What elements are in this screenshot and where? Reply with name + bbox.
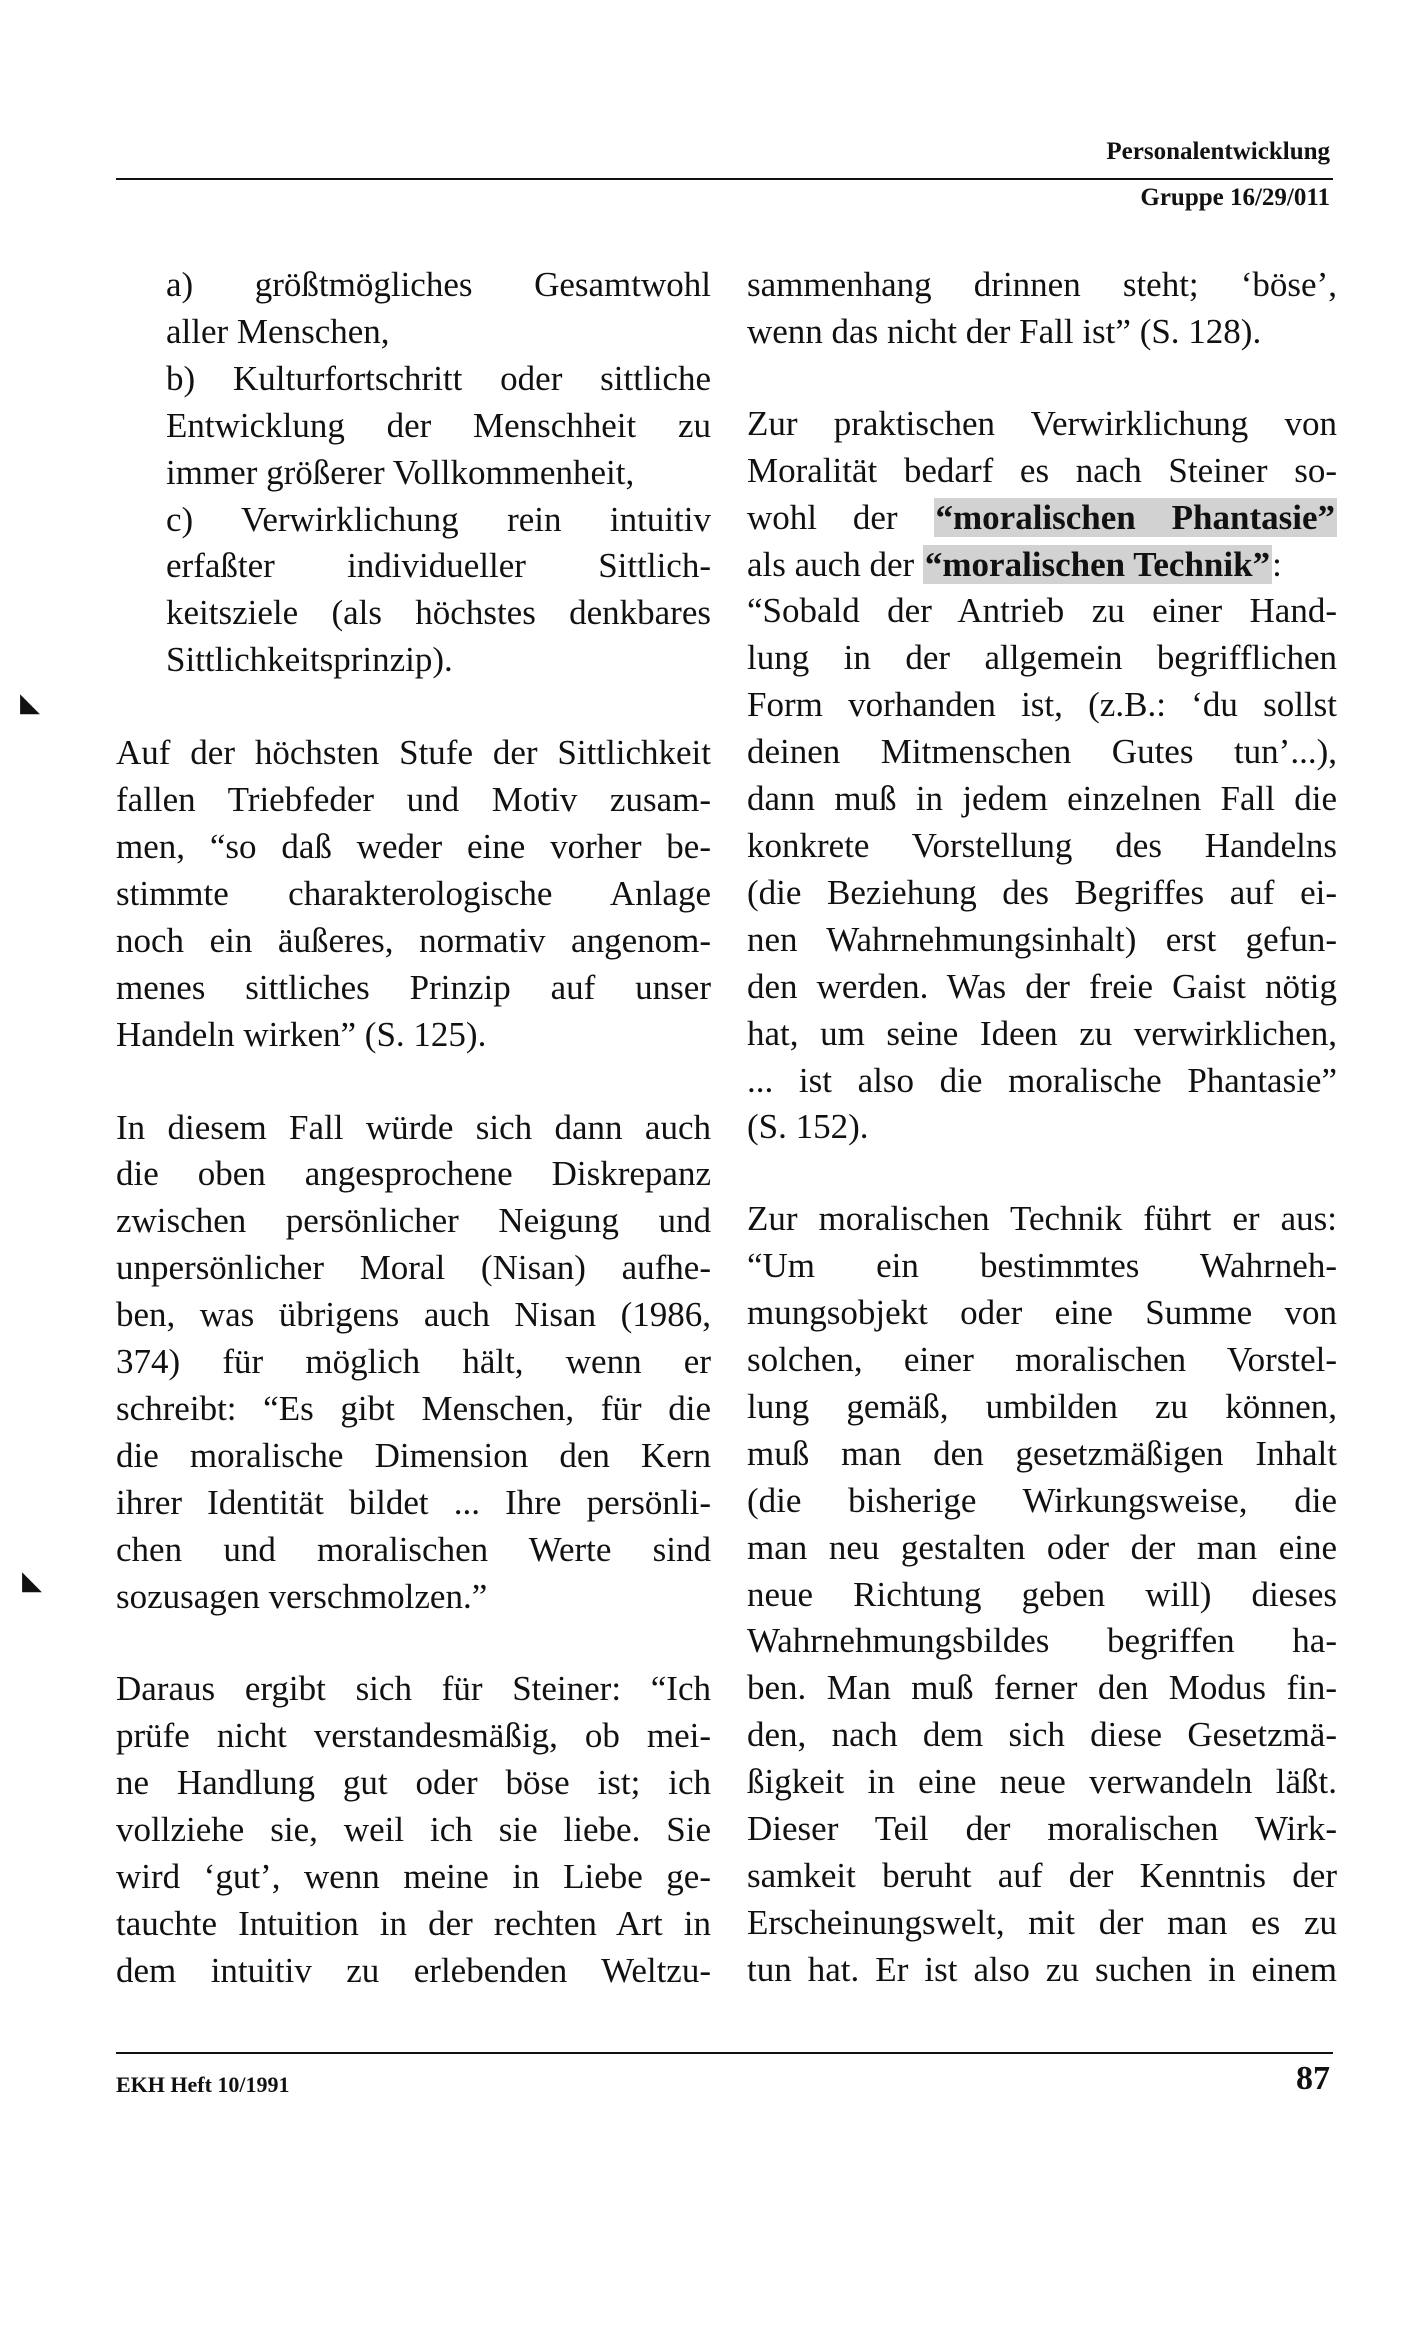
text-line: Form vorhanden ist, (z.B.: ‘du sollst xyxy=(747,685,1337,725)
text-line: men, “so daß weder eine vorher be- xyxy=(116,826,711,866)
text-line: Zur moralischen Technik führt er aus: xyxy=(747,1199,1337,1239)
paragraph xyxy=(116,1666,711,1994)
text-line: ben. Man muß ferner den Modus fin- xyxy=(747,1668,1337,1708)
text-line: tauchte Intuition in der rechten Art in xyxy=(116,1904,711,1943)
paragraph xyxy=(747,401,1337,1152)
text-line: ben, was übrigens auch Nisan (1986, xyxy=(116,1295,711,1335)
text-line: c) Verwirklichung rein intuitiv xyxy=(166,499,711,539)
text-line xyxy=(747,495,1337,542)
text-line: zwischen persönlicher Neigung und xyxy=(116,1201,711,1241)
text-line: stimmte charakterologische Anlage xyxy=(116,873,711,913)
text-line: erfaßter individueller Sittlich- xyxy=(166,546,711,586)
text-line: In diesem Fall würde sich dann auch xyxy=(116,1107,711,1147)
text-line: ne Handlung gut oder böse ist; ich xyxy=(116,1763,711,1803)
text-line: wenn das nicht der Fall ist” (S. 128). xyxy=(747,311,1262,351)
text-line: Entwicklung der Menschheit zu xyxy=(166,405,711,445)
header-rule xyxy=(116,178,1333,180)
paragraph xyxy=(116,730,711,1058)
text-line: lung in der allgemein begrifflichen xyxy=(747,638,1337,678)
text-line: Dieser Teil der moralischen Wirk- xyxy=(747,1809,1337,1849)
running-header-group: Gruppe 16/29/011 xyxy=(1140,184,1330,211)
text-line: Erscheinungswelt, mit der man es zu xyxy=(747,1902,1337,1942)
text-line: nen Wahrnehmungsinhalt) erst gefun- xyxy=(747,919,1337,959)
right-column xyxy=(747,262,1337,2039)
text-line: muß man den gesetzmäßigen Inhalt xyxy=(747,1433,1337,1473)
text-line: tun hat. Er ist also zu suchen in einem xyxy=(747,1949,1337,1989)
text-line: Handeln wirken” (S. 125). xyxy=(116,1014,487,1054)
paragraph xyxy=(747,1196,1337,1993)
text-line: chen und moralischen Werte sind xyxy=(116,1529,711,1569)
text-line: immer größerer Vollkommenheit, xyxy=(166,452,635,492)
text-line: sozusagen verschmolzen.” xyxy=(116,1576,488,1616)
text-line: b) Kulturfortschritt oder sittliche xyxy=(166,358,711,398)
text-line: (S. 152). xyxy=(747,1107,869,1147)
text-line: noch ein äußeres, normativ angenom- xyxy=(116,920,711,960)
paragraph xyxy=(116,1105,711,1621)
text-line: “Um ein bestimmtes Wahrneh- xyxy=(747,1246,1337,1286)
text-line: lung gemäß, umbilden zu können, xyxy=(747,1386,1337,1426)
text-line: wird ‘gut’, wenn meine in Liebe ge- xyxy=(116,1857,711,1897)
margin-mark: ◣ xyxy=(20,688,40,717)
text-line: ihrer Identität bildet ... Ihre persönli- xyxy=(116,1482,711,1522)
text-fragment: als auch der xyxy=(747,544,915,584)
text-line: Sittlichkeitsprinzip). xyxy=(166,640,453,680)
text-line: samkeit beruht auf der Kenntnis der xyxy=(747,1856,1337,1895)
text-line: hat, um seine Ideen zu verwirklichen, xyxy=(747,1013,1337,1053)
text-line: dann muß in jedem einzelnen Fall die xyxy=(747,779,1337,819)
criteria-list xyxy=(116,262,711,684)
text-line: keitsziele (als höchstes denkbares xyxy=(166,593,711,633)
text-line: Moralität bedarf es nach Steiner so- xyxy=(747,450,1337,490)
text-line: konkrete Vorstellung des Handelns xyxy=(747,825,1337,865)
text-line: schreibt: “Es gibt Menschen, für die xyxy=(116,1388,711,1428)
text-line: den werden. Was der freie Gaist nötig xyxy=(747,966,1337,1006)
text-line: fallen Triebfeder und Motiv zusam- xyxy=(116,780,711,820)
text-line: “Sobald der Antrieb zu einer Hand- xyxy=(747,591,1337,631)
highlighted-term: “moralischen Phantasie” xyxy=(935,497,1335,537)
left-column xyxy=(116,262,711,2041)
text-line: deinen Mitmenschen Gutes tun’...), xyxy=(747,732,1337,772)
running-header-title: Personalentwicklung xyxy=(1106,138,1330,165)
paragraph xyxy=(747,262,1337,356)
text-line: ßigkeit in eine neue verwandeln läßt. xyxy=(747,1762,1337,1802)
text-line: die moralische Dimension den Kern xyxy=(116,1435,711,1475)
text-line: dem intuitiv zu erlebenden Weltzu- xyxy=(116,1950,711,1990)
text-line: unpersönlicher Moral (Nisan) aufhe- xyxy=(116,1248,711,1288)
text-line: solchen, einer moralischen Vorstel- xyxy=(747,1340,1337,1380)
footer-rule xyxy=(116,2052,1333,2054)
text-line: mungsobjekt oder eine Summe von xyxy=(747,1293,1337,1333)
footer-journal: EKH Heft 10/1991 xyxy=(116,2072,290,2097)
text-line: ... ist also die moralische Phantasie” xyxy=(747,1060,1337,1100)
text-line: Wahrnehmungsbildes begriffen ha- xyxy=(747,1621,1337,1661)
text-line: (die Beziehung des Begriffes auf ei- xyxy=(747,872,1337,912)
text-line: neue Richtung geben will) dieses xyxy=(747,1574,1337,1614)
text-line: den, nach dem sich diese Gesetzmä- xyxy=(747,1715,1337,1755)
text-line: Daraus ergibt sich für Steiner: “Ich xyxy=(116,1669,711,1709)
text-line: a) größtmögliches Gesamtwohl xyxy=(166,265,711,304)
text-fragment: : xyxy=(1272,544,1282,584)
text-line: prüfe nicht verstandesmäßig, ob mei- xyxy=(116,1716,711,1756)
text-line xyxy=(747,542,1337,589)
text-line: (die bisherige Wirkungsweise, die xyxy=(747,1480,1337,1520)
page-number: 87 xyxy=(1296,2060,1330,2097)
text-line: 374) für möglich hält, wenn er xyxy=(116,1342,711,1382)
text-line: menes sittliches Prinzip auf unser xyxy=(116,967,711,1007)
text-line: man neu gestalten oder der man eine xyxy=(747,1527,1337,1567)
text-line: Zur praktischen Verwirklichung von xyxy=(747,403,1337,443)
text-line: vollziehe sie, weil ich sie liebe. Sie xyxy=(116,1810,711,1850)
text-line: aller Menschen, xyxy=(166,311,390,351)
highlighted-term: “moralischen Technik” xyxy=(924,544,1271,584)
text-line: die oben angesprochene Diskrepanz xyxy=(116,1154,711,1194)
text-fragment: wohl der xyxy=(747,497,898,537)
text-line: sammenhang drinnen steht; ‘böse’, xyxy=(747,265,1337,304)
margin-mark: ◣ xyxy=(22,1566,42,1595)
text-line: Auf der höchsten Stufe der Sittlichkeit xyxy=(116,733,711,773)
